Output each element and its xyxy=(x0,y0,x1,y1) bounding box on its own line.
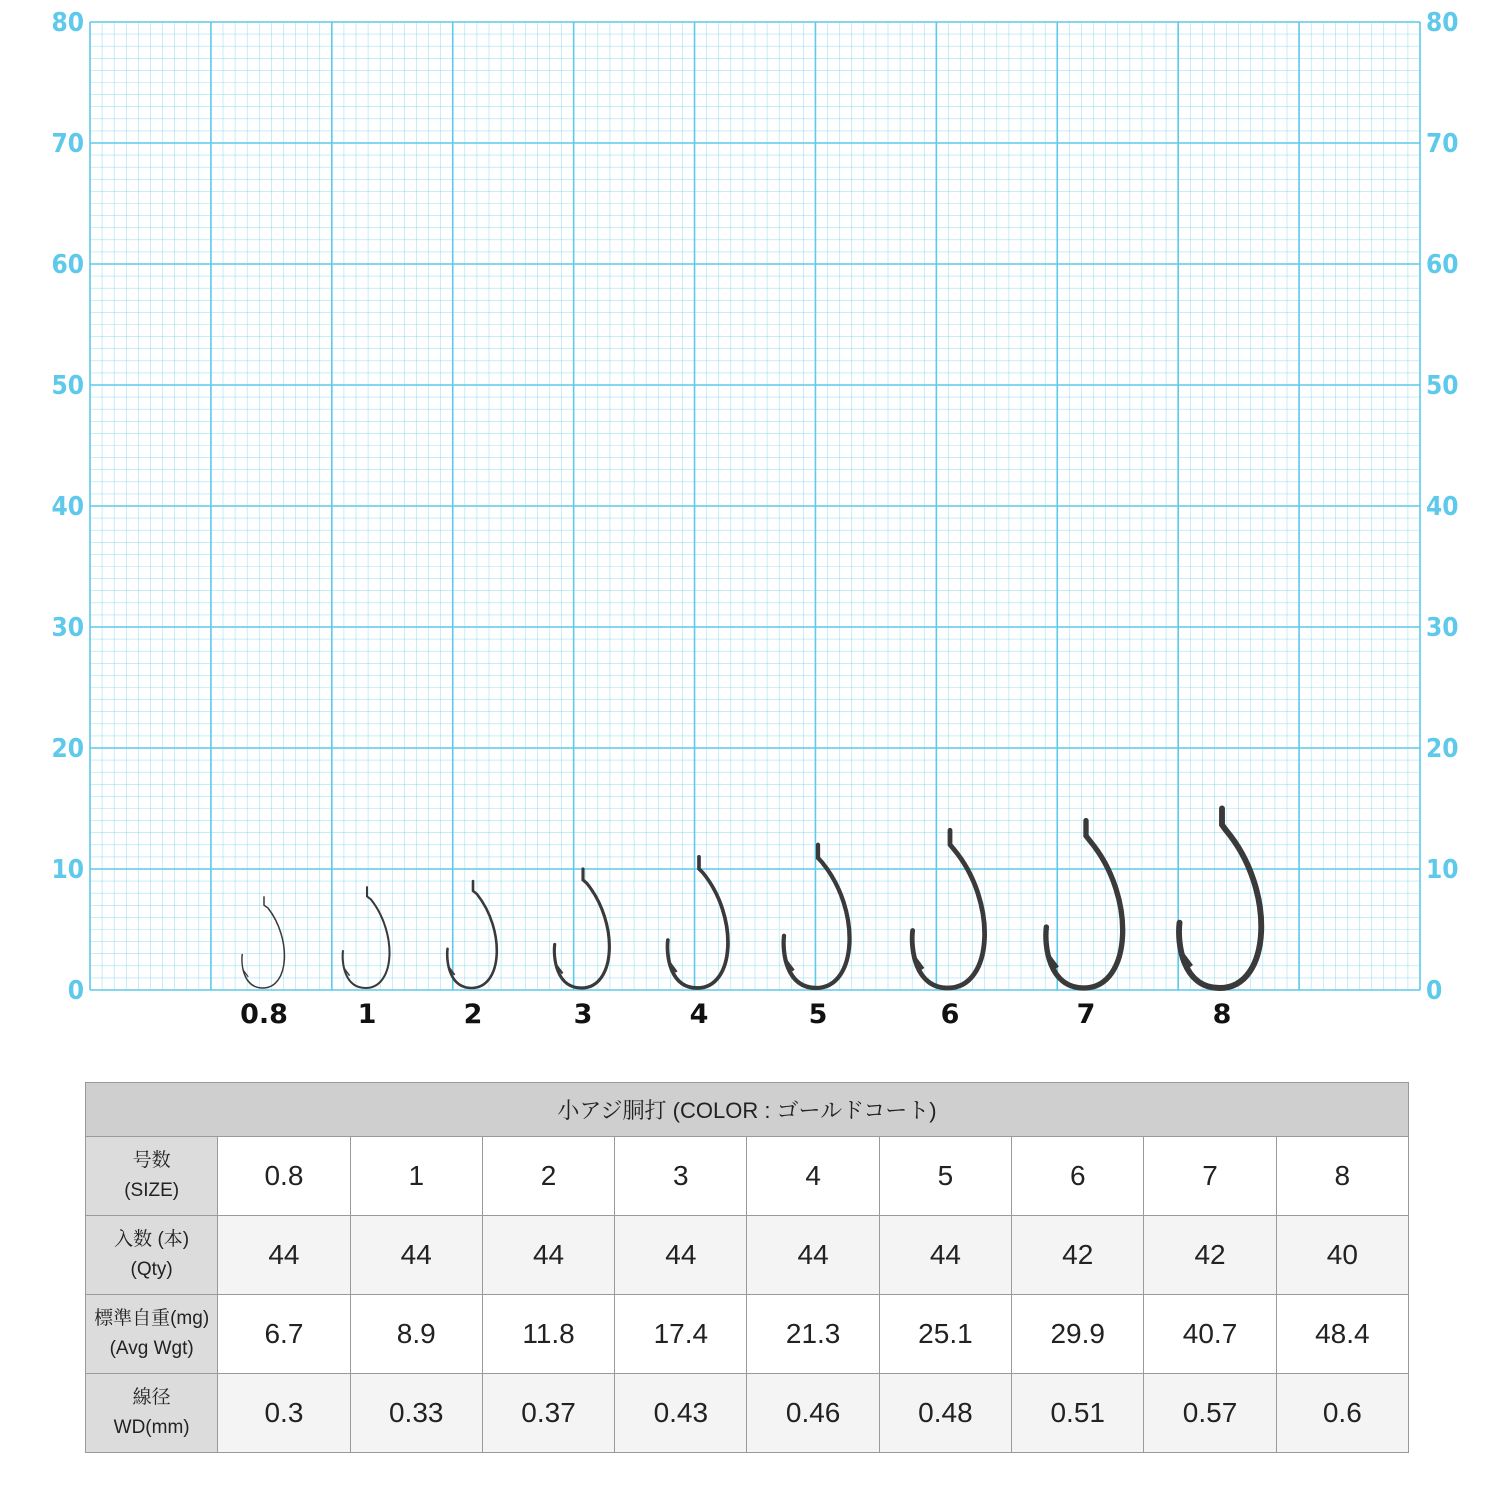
hook-size-label: 7 xyxy=(1076,999,1096,1030)
y-tick-label-right: 50 xyxy=(1426,371,1459,401)
table-cell: 25.1 xyxy=(879,1295,1011,1374)
table-cell: 7 xyxy=(1144,1137,1276,1216)
hook-size-label: 2 xyxy=(463,999,483,1030)
hook-3 xyxy=(554,869,609,988)
y-tick-label-left: 50 xyxy=(51,371,84,401)
hook-shape xyxy=(242,897,285,988)
table-cell: 5 xyxy=(879,1137,1011,1216)
hook-size-label: 3 xyxy=(573,999,593,1030)
y-tick-label-left: 30 xyxy=(51,613,84,643)
table-cell: 2 xyxy=(482,1137,614,1216)
y-tick-label-right: 20 xyxy=(1426,734,1459,764)
row-header-line-1: 標準自重(mg) xyxy=(94,1308,210,1329)
table-cell: 0.33 xyxy=(350,1374,482,1453)
spec-table xyxy=(85,1082,1409,1453)
row-header-qty xyxy=(86,1216,218,1295)
y-tick-label-left: 60 xyxy=(51,250,84,280)
table-cell: 44 xyxy=(218,1216,350,1295)
row-header-line-1: 線径 xyxy=(132,1387,171,1408)
y-tick-label-right: 70 xyxy=(1426,129,1459,159)
table-cell: 0.8 xyxy=(218,1137,350,1216)
hook-size-label: 1 xyxy=(357,999,377,1030)
table-cell: 0.43 xyxy=(615,1374,747,1453)
row-header-line-1: 入数 (本) xyxy=(114,1229,190,1250)
table-row-qty xyxy=(86,1216,1409,1295)
row-header-wire-diameter xyxy=(86,1374,218,1453)
table-cell: 6 xyxy=(1012,1137,1144,1216)
hook-0_8 xyxy=(242,897,285,988)
y-tick-label-left: 70 xyxy=(51,129,84,159)
row-header-line-2: WD(mm) xyxy=(113,1417,190,1438)
table-cell: 0.46 xyxy=(747,1374,879,1453)
y-tick-label-right: 40 xyxy=(1426,492,1459,522)
table-cell: 0.6 xyxy=(1276,1374,1408,1453)
table-cell: 0.48 xyxy=(879,1374,1011,1453)
hook-shape xyxy=(1179,809,1261,989)
table-cell: 0.51 xyxy=(1012,1374,1144,1453)
y-tick-label-left: 40 xyxy=(51,492,84,522)
hook-2 xyxy=(447,881,497,988)
table-cell: 1 xyxy=(350,1137,482,1216)
table-cell: 29.9 xyxy=(1012,1295,1144,1374)
table-cell: 0.57 xyxy=(1144,1374,1276,1453)
table-row-size xyxy=(86,1137,1409,1216)
table-cell: 44 xyxy=(350,1216,482,1295)
table-cell: 40 xyxy=(1276,1216,1408,1295)
y-tick-label-left: 10 xyxy=(51,855,84,885)
table-title: 小アジ胴打 (COLOR : ゴールドコート) xyxy=(86,1083,1409,1137)
hook-8 xyxy=(1179,809,1261,989)
table-cell: 11.8 xyxy=(482,1295,614,1374)
table-cell: 3 xyxy=(615,1137,747,1216)
table-cell: 0.37 xyxy=(482,1374,614,1453)
table-cell: 44 xyxy=(879,1216,1011,1295)
hook-size-label: 5 xyxy=(808,999,828,1030)
hook-size-label: 6 xyxy=(940,999,960,1030)
y-tick-label-left: 80 xyxy=(51,8,84,38)
table-cell: 40.7 xyxy=(1144,1295,1276,1374)
table-cell: 44 xyxy=(747,1216,879,1295)
hook-1 xyxy=(343,887,390,988)
y-tick-label-right: 0 xyxy=(1426,976,1443,1006)
table-cell: 44 xyxy=(615,1216,747,1295)
table-cell: 21.3 xyxy=(747,1295,879,1374)
hook-size-label: 8 xyxy=(1212,999,1232,1030)
hook-size-label: 0.8 xyxy=(240,999,288,1030)
row-header-line-1: 号数 xyxy=(132,1150,171,1171)
y-tick-label-left: 0 xyxy=(67,976,84,1006)
table-cell: 8.9 xyxy=(350,1295,482,1374)
table-row-weight xyxy=(86,1295,1409,1374)
y-tick-label-left: 20 xyxy=(51,734,84,764)
table-cell: 6.7 xyxy=(218,1295,350,1374)
table-cell: 42 xyxy=(1144,1216,1276,1295)
hook-shape xyxy=(447,881,497,988)
table-cell: 48.4 xyxy=(1276,1295,1408,1374)
row-header-weight xyxy=(86,1295,218,1374)
row-header-line-2: (Qty) xyxy=(130,1259,173,1280)
table-cell: 0.3 xyxy=(218,1374,350,1453)
table-cell: 42 xyxy=(1012,1216,1144,1295)
row-header-line-2: (SIZE) xyxy=(124,1180,180,1201)
table-cell: 8 xyxy=(1276,1137,1408,1216)
y-tick-label-right: 30 xyxy=(1426,613,1459,643)
y-tick-label-right: 10 xyxy=(1426,855,1459,885)
hook-shape xyxy=(554,869,609,988)
hook-size-label: 4 xyxy=(689,999,709,1030)
table-cell: 17.4 xyxy=(615,1295,747,1374)
table-cell: 44 xyxy=(482,1216,614,1295)
row-header-line-2: (Avg Wgt) xyxy=(109,1338,194,1359)
y-tick-label-right: 80 xyxy=(1426,8,1459,38)
y-tick-label-right: 60 xyxy=(1426,250,1459,280)
hook-shape xyxy=(343,887,390,988)
table-row-wire-diameter xyxy=(86,1374,1409,1453)
table-cell: 4 xyxy=(747,1137,879,1216)
row-header-size xyxy=(86,1137,218,1216)
